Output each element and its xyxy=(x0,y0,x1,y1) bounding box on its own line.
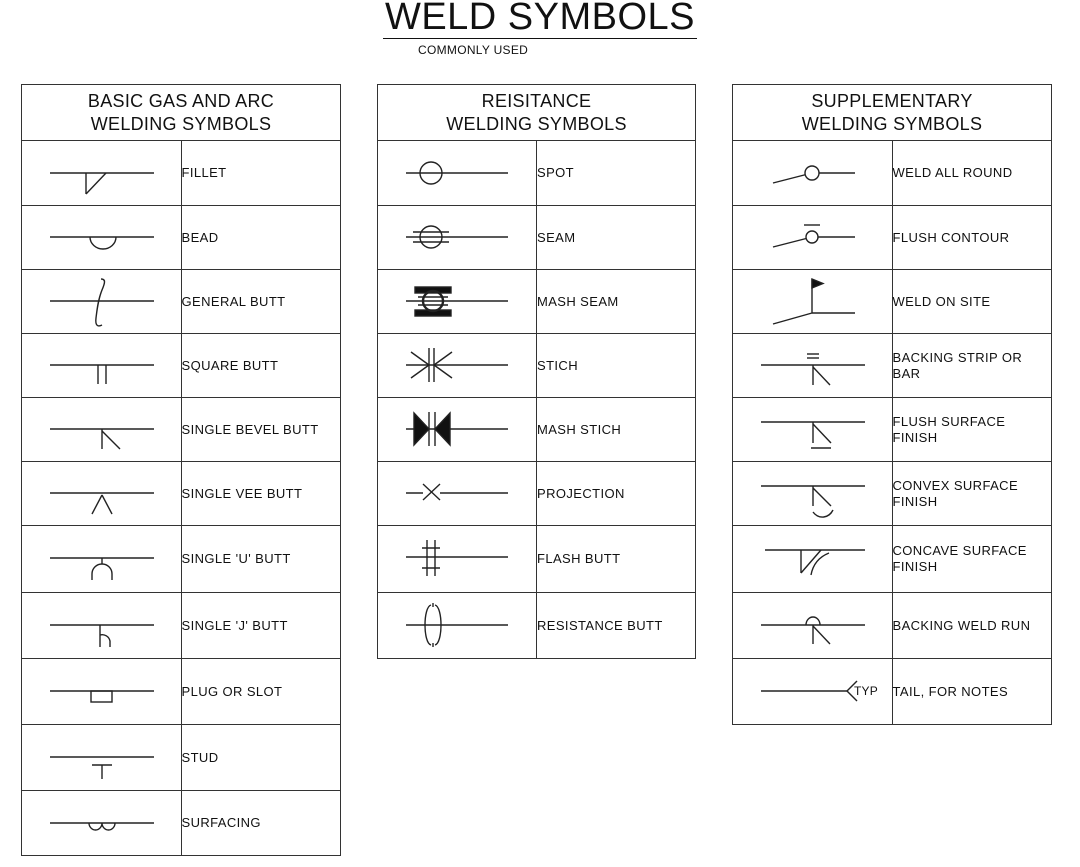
table-header: BASIC GAS AND ARC WELDING SYMBOLS xyxy=(22,85,341,141)
symbol-label: CONVEX SURFACE FINISH xyxy=(892,462,1052,526)
table-row xyxy=(378,334,696,398)
square-butt-icon xyxy=(22,334,180,397)
general-butt-icon xyxy=(22,270,180,333)
symbol-label: MASH STICH xyxy=(537,398,696,462)
table-header: REISITANCE WELDING SYMBOLS xyxy=(378,85,696,141)
table-row xyxy=(733,270,1052,334)
spot-icon xyxy=(378,141,536,205)
fillet-icon xyxy=(22,141,180,205)
resistance-butt-icon xyxy=(378,593,536,658)
convex-surface-finish-icon xyxy=(733,462,891,525)
table-row xyxy=(378,398,696,462)
table-header-row xyxy=(378,85,696,141)
table-header: SUPPLEMENTARY WELDING SYMBOLS xyxy=(733,85,1052,141)
symbol-label: FLUSH CONTOUR xyxy=(892,206,1052,270)
symbol-label: WELD ON SITE xyxy=(892,270,1052,334)
plug-or-slot-icon xyxy=(22,659,180,724)
table-row xyxy=(733,659,1052,725)
flush-contour-icon xyxy=(733,206,891,269)
symbol-cell xyxy=(733,141,893,206)
symbol-cell xyxy=(733,334,893,398)
table-row xyxy=(733,141,1052,206)
weld-on-site-icon xyxy=(733,270,891,333)
mash-stich-icon xyxy=(378,398,536,461)
symbol-label: SINGLE 'J' BUTT xyxy=(181,593,341,659)
supplementary-welding-table xyxy=(732,84,1052,725)
symbol-label: FLASH BUTT xyxy=(537,526,696,593)
symbol-cell xyxy=(22,334,182,398)
symbol-cell xyxy=(378,398,537,462)
symbol-label: SURFACING xyxy=(181,791,341,856)
symbol-label: TAIL, FOR NOTES xyxy=(892,659,1052,725)
tail-note-label: TYP xyxy=(854,684,878,698)
surfacing-icon xyxy=(22,791,180,855)
symbol-cell xyxy=(733,398,893,462)
symbol-cell xyxy=(22,791,182,856)
table-row xyxy=(22,398,341,462)
basic-welding-table xyxy=(21,84,341,856)
symbol-label: WELD ALL ROUND xyxy=(892,141,1052,206)
table-row xyxy=(733,398,1052,462)
table-header-row xyxy=(733,85,1052,141)
flash-butt-icon xyxy=(378,526,536,592)
symbol-cell xyxy=(378,270,537,334)
symbol-cell xyxy=(22,659,182,725)
symbol-cell xyxy=(22,141,182,206)
symbol-cell xyxy=(733,593,893,659)
symbol-label: SINGLE 'U' BUTT xyxy=(181,526,341,593)
table-row xyxy=(733,334,1052,398)
table-row xyxy=(378,270,696,334)
symbol-cell xyxy=(22,462,182,526)
flush-surface-finish-icon xyxy=(733,398,891,461)
symbol-cell xyxy=(378,141,537,206)
symbol-cell xyxy=(378,206,537,270)
symbol-label: PROJECTION xyxy=(537,462,696,526)
table-row xyxy=(22,526,341,593)
single-u-butt-icon xyxy=(22,526,180,592)
symbol-label: STUD xyxy=(181,725,341,791)
symbol-cell xyxy=(378,462,537,526)
symbol-label: PLUG OR SLOT xyxy=(181,659,341,725)
symbol-cell xyxy=(733,270,893,334)
symbol-label: GENERAL BUTT xyxy=(181,270,341,334)
symbol-cell xyxy=(22,593,182,659)
symbol-label: SQUARE BUTT xyxy=(181,334,341,398)
table-row xyxy=(22,270,341,334)
table-row xyxy=(22,725,341,791)
symbol-cell xyxy=(22,206,182,270)
symbol-cell xyxy=(733,462,893,526)
page-subtitle: COMMONLY USED xyxy=(418,43,529,57)
backing-strip-icon xyxy=(733,334,891,397)
single-bevel-butt-icon xyxy=(22,398,180,461)
symbol-cell xyxy=(378,526,537,593)
seam-icon xyxy=(378,206,536,269)
table-row xyxy=(733,206,1052,270)
table-row xyxy=(733,593,1052,659)
stich-icon xyxy=(378,334,536,397)
symbol-label: BACKING WELD RUN xyxy=(892,593,1052,659)
table-row xyxy=(378,462,696,526)
symbol-label: SINGLE BEVEL BUTT xyxy=(181,398,341,462)
mash-seam-icon xyxy=(378,270,536,333)
symbol-label: BACKING STRIP OR BAR xyxy=(892,334,1052,398)
symbol-label: RESISTANCE BUTT xyxy=(537,593,696,659)
symbol-cell xyxy=(22,725,182,791)
weld-all-round-icon xyxy=(733,141,891,205)
single-j-butt-icon xyxy=(22,593,180,658)
backing-weld-run-icon xyxy=(733,593,891,658)
symbol-label: SINGLE VEE BUTT xyxy=(181,462,341,526)
symbol-label: FILLET xyxy=(181,141,341,206)
table-row xyxy=(378,206,696,270)
table-row xyxy=(22,141,341,206)
symbol-label: SPOT xyxy=(537,141,696,206)
bead-icon xyxy=(22,206,180,269)
single-vee-butt-icon xyxy=(22,462,180,525)
table-row xyxy=(378,526,696,593)
symbol-label: MASH SEAM xyxy=(537,270,696,334)
projection-icon xyxy=(378,462,536,525)
symbol-label: BEAD xyxy=(181,206,341,270)
symbol-label: SEAM xyxy=(537,206,696,270)
table-row xyxy=(378,141,696,206)
symbol-cell xyxy=(733,526,893,593)
symbol-cell xyxy=(733,659,893,725)
table-header-row xyxy=(22,85,341,141)
symbol-label: CONCAVE SURFACE FINISH xyxy=(892,526,1052,593)
table-row xyxy=(22,334,341,398)
symbol-cell xyxy=(378,334,537,398)
resistance-welding-table xyxy=(377,84,696,659)
table-row xyxy=(733,526,1052,593)
table-row xyxy=(22,462,341,526)
symbol-cell xyxy=(22,398,182,462)
table-row xyxy=(22,593,341,659)
stud-icon xyxy=(22,725,180,790)
symbol-cell xyxy=(378,593,537,659)
symbol-label: FLUSH SURFACE FINISH xyxy=(892,398,1052,462)
table-row xyxy=(22,206,341,270)
concave-surface-finish-icon xyxy=(733,526,891,592)
symbol-cell xyxy=(22,270,182,334)
symbol-cell xyxy=(22,526,182,593)
table-row xyxy=(378,593,696,659)
page-title: WELD SYMBOLS xyxy=(0,0,1080,39)
symbol-label: STICH xyxy=(537,334,696,398)
symbol-cell xyxy=(733,206,893,270)
table-row xyxy=(22,659,341,725)
table-row xyxy=(22,791,341,856)
table-row xyxy=(733,462,1052,526)
